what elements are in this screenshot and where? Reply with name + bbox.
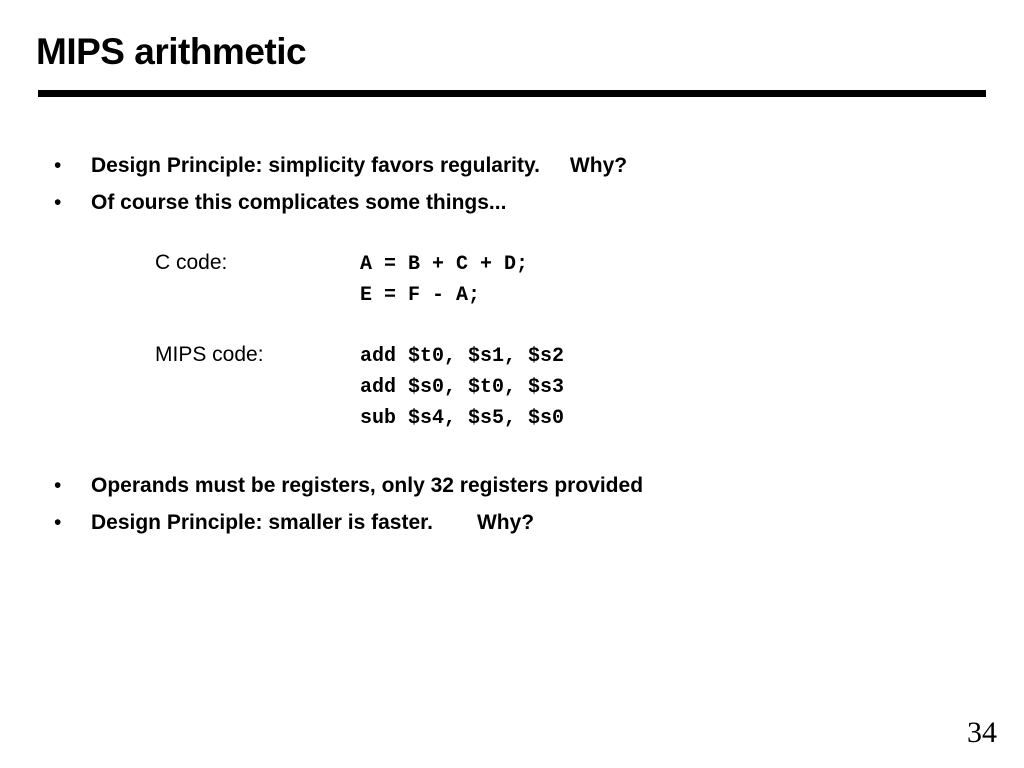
bullet-text: Of course this complicates some things...	[91, 191, 507, 214]
bullet-text: Operands must be registers, only 32 registers provided	[91, 474, 644, 497]
bullet-marker: •	[54, 191, 62, 214]
mips-code-line: sub $s4, $s5, $s0	[360, 407, 565, 430]
page-number: 34	[967, 716, 997, 749]
mips-code-label: MIPS code:	[155, 343, 264, 366]
c-code-line: E = F - A;	[360, 284, 481, 307]
bullet-item	[54, 510, 534, 536]
bullet-marker: •	[54, 474, 62, 497]
bullet-marker: •	[54, 511, 62, 534]
mips-code-line: add $t0, $s1, $s2	[360, 345, 565, 368]
mips-code-line: add $s0, $t0, $s3	[360, 376, 565, 399]
bullet-item	[54, 190, 506, 216]
bullet-text: Design Principle: simplicity favors regularity.	[91, 154, 540, 177]
slide-title: MIPS arithmetic	[36, 31, 307, 72]
bullet-item	[54, 153, 627, 179]
bullet-item	[54, 473, 643, 499]
bullet-marker: •	[54, 154, 62, 177]
bullet-aside: Why?	[476, 511, 535, 534]
bullet-text: Design Principle: smaller is faster.	[91, 511, 433, 534]
c-code-label: C code:	[155, 251, 228, 274]
title-divider	[38, 90, 986, 97]
bullet-aside: Why?	[569, 154, 628, 177]
c-code-line: A = B + C + D;	[360, 253, 529, 276]
